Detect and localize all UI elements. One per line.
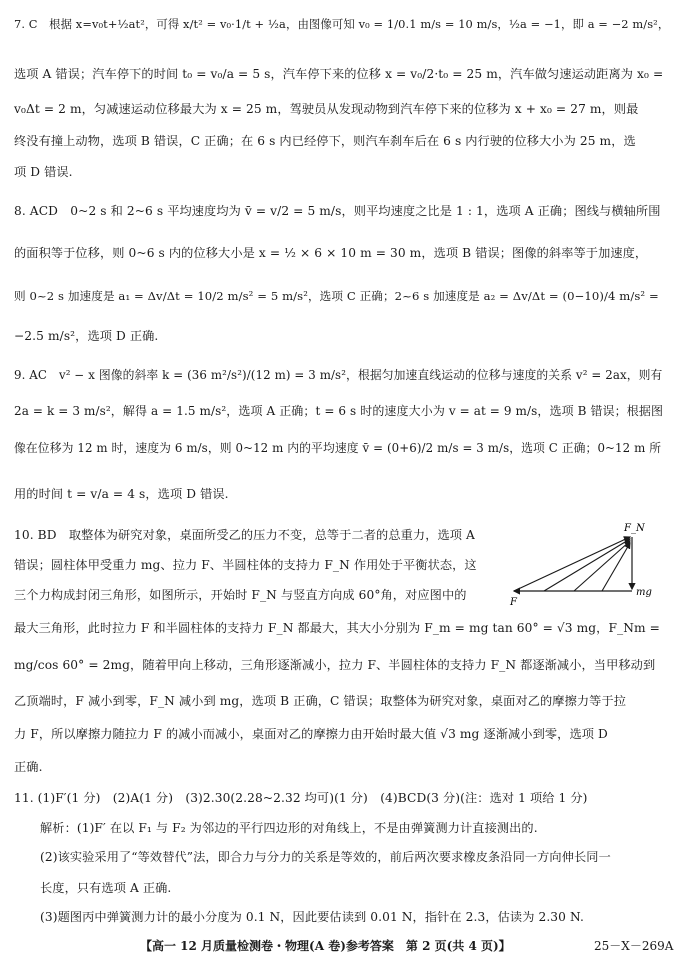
f-label: F [510, 597, 517, 608]
q10-line-2: 错误；圆柱体甲受重力 mg、拉力 F、半圆柱体的支持力 F_N 作用处于平衡状态，这 [14, 558, 477, 572]
q10-line-1: 10. BD 取整体为研究对象，桌面所受乙的压力不变，总等于二者的总重力，选项 A [14, 528, 475, 542]
q11-line-1: 11. (1)F′(1 分) (2)A(1 分) (3)2.30(2.28~2.32 均可)(1 分) (4)BCD(3 分)(注：选对 1 项给 1 分) [14, 791, 588, 805]
q11-line-4: 长度，只有选项 A 正确. [40, 881, 172, 895]
q7-line-1: 7. C 根据 x=v₀t+½at²，可得 x/t² = v₀·1/t + ½a，由图像可知 v₀ = 1/0.1 m/s = 10 m/s，½a = −1，即 a = −2 m/s²， [14, 17, 670, 31]
q10-line-4: 最大三角形，此时拉力 F 和半圆柱体的支持力 F_N 都最大，其大小分别为 F_m = mg tan 60° = √3 mg，F_Nm = [14, 621, 660, 635]
q7-line-2: 选项 A 错误；汽车停下的时间 t₀ = v₀/a = 5 s，汽车停下来的位移 x = v₀/2·t₀ = 25 m，汽车做匀速运动距离为 x₀ = [14, 67, 664, 81]
q8-line-3: 则 0~2 s 加速度是 a₁ = Δv/Δt = 10/2 m/s² = 5 m/s²，选项 C 正确；2~6 s 加速度是 a₂ = Δv/Δt = (0−10)/4 m/s² = [14, 289, 659, 303]
q11-line-5: (3)题图丙中弹簧测力计的最小分度为 0.1 N，因此要估读到 0.01 N，指针在 2.3，估读为 2.30 N. [40, 910, 584, 924]
force-triangle-diagram [508, 519, 664, 611]
page-footer-code: 25－X－269A [594, 939, 674, 953]
q10-line-6: 乙顶端时，F 减小到零，F_N 减小到 mg，选项 B 正确，C 错误；取整体为研究对象，桌面对乙的摩擦力等于拉 [14, 694, 627, 708]
q9-line-1: 9. AC v² − x 图像的斜率 k = (36 m²/s²)/(12 m) = 3 m/s²，根据匀加速直线运动的位移与速度的关系 v² = 2ax，则有 [14, 368, 663, 382]
q10-line-3: 三个力构成封闭三角形，如图所示，开始时 F_N 与竖直方向成 60°角，对应图中的 [14, 588, 467, 602]
q8-line-2: 的面积等于位移，则 0~6 s 内的位移大小是 x = ½ × 6 × 10 m = 30 m，选项 B 错误；图像的斜率等于加速度， [14, 246, 648, 260]
q7-line-4: 终没有撞上动物，选项 B 错误，C 正确；在 6 s 内已经停下，则汽车刹车后在 6 s 内行驶的位移大小为 25 m，选 [14, 134, 636, 148]
mg-label: mg [636, 587, 652, 598]
q10-line-7: 力 F，所以摩擦力随拉力 F 的减小而减小，桌面对乙的摩擦力由开始时最大值 √3 mg 逐渐减小到零，选项 D [14, 727, 608, 741]
fn-label: F_N [624, 523, 645, 534]
fn-vector-4 [602, 543, 630, 591]
q7-line-3: v₀Δt = 2 m，匀减速运动位移最大为 x = 25 m，驾驶员从发现动物到汽车停下来的位移为 x + x₀ = 27 m，则最 [14, 102, 639, 116]
q9-line-2: 2a = k = 3 m/s²，解得 a = 1.5 m/s²，选项 A 正确；t = 6 s 时的速度大小为 v = at = 9 m/s，选项 B 错误；根据图 [14, 404, 664, 418]
q8-line-4: −2.5 m/s²，选项 D 正确. [14, 329, 159, 343]
q8-line-1: 8. ACD 0~2 s 和 2~6 s 平均速度均为 v̄ = v/2 = 5 m/s，则平均速度之比是 1 : 1，选项 A 正确；图线与横轴所围 [14, 204, 661, 218]
q9-line-4: 用的时间 t = v/a = 4 s，选项 D 错误. [14, 487, 229, 501]
q11-line-3: (2)该实验采用了“等效替代”法，即合力与分力的关系是等效的，前后两次要求橡皮条沿同一方向伸长同一 [40, 850, 611, 864]
q10-line-8: 正确. [14, 760, 43, 774]
fn-vector-1 [514, 537, 630, 591]
page-footer-title: 【高一 12 月质量检测卷・物理(A 卷)参考答案 第 2 页(共 4 页)】 [140, 939, 511, 953]
q9-line-3: 像在位移为 12 m 时，速度为 6 m/s，则 0~12 m 内的平均速度 v̄ = (0+6)/2 m/s = 3 m/s，选项 C 正确；0~12 m 所 [14, 441, 662, 455]
q10-line-5: mg/cos 60° = 2mg，随着甲向上移动，三角形逐渐减小，拉力 F、半圆柱体的支持力 F_N 都逐渐减小，当甲移动到 [14, 658, 656, 672]
q11-line-2: 解析：(1)F′ 在以 F₁ 与 F₂ 为邻边的平行四边形的对角线上，不是由弹簧测力计直接测出的. [40, 821, 538, 835]
q7-line-5: 项 D 错误. [14, 165, 73, 179]
fn-vector-3 [574, 541, 630, 591]
